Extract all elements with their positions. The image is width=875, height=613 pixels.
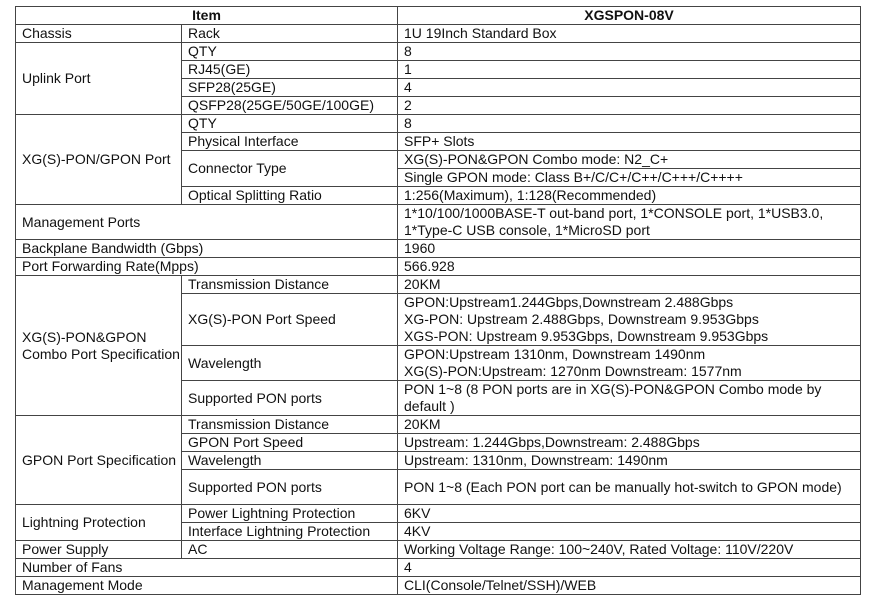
category-cell: Uplink Port (16, 43, 182, 115)
table-row (16, 240, 861, 258)
header-item: Item (16, 7, 398, 25)
category-cell: Power Supply (16, 541, 182, 559)
subitem-cell: Wavelength (182, 452, 398, 470)
table-row (16, 258, 861, 276)
value-cell: Upstream: 1310nm, Downstream: 1490nm (398, 452, 861, 470)
value-cell: 1U 19Inch Standard Box (398, 25, 861, 43)
value-cell: PON 1~8 (Each PON port can be manually hot-switch to GPON mode) (398, 470, 861, 505)
subitem-cell: Connector Type (182, 151, 398, 187)
header-row (16, 7, 861, 25)
category-cell: XG(S)-PON&GPON Combo Port Specification (16, 276, 182, 416)
category-cell: Number of Fans (16, 559, 398, 577)
table-row (16, 25, 861, 43)
value-cell: 8 (398, 43, 861, 61)
value-line: GPON:Upstream 1310nm, Downstream 1490nm (404, 346, 706, 362)
table-row (16, 276, 861, 294)
value-cell: PON 1~8 (8 PON ports are in XG(S)-PON&GPON Combo mode by default ) (398, 381, 861, 416)
table-row (16, 416, 861, 434)
subitem-cell: SFP28(25GE) (182, 79, 398, 97)
table-row (16, 505, 861, 523)
subitem-cell: AC (182, 541, 398, 559)
value-line: XG(S)-PON:Upstream: 1270nm Downstream: 1577nm (404, 363, 742, 379)
value-cell: 8 (398, 115, 861, 133)
subitem-cell: Transmission Distance (182, 416, 398, 434)
value-cell: SFP+ Slots (398, 133, 861, 151)
category-cell: XG(S)-PON/GPON Port (16, 115, 182, 205)
value-line: 1*Type-C USB console, 1*MicroSD port (404, 222, 650, 238)
subitem-cell: Optical Splitting Ratio (182, 187, 398, 205)
value-line: XG-PON: Upstream 2.488Gbps, Downstream 9.953Gbps (404, 311, 759, 327)
value-line: GPON:Upstream1.244Gbps,Downstream 2.488Gbps (404, 294, 734, 310)
value-cell: 20KM (398, 416, 861, 434)
category-cell: Lightning Protection (16, 505, 182, 541)
value-cell: 6KV (398, 505, 861, 523)
value-cell: 1960 (398, 240, 861, 258)
subitem-cell: Rack (182, 25, 398, 43)
value-cell: Working Voltage Range: 100~240V, Rated Voltage: 110V/220V (398, 541, 861, 559)
category-cell: Backplane Bandwidth (Gbps) (16, 240, 398, 258)
category-cell: Port Forwarding Rate(Mpps) (16, 258, 398, 276)
value-cell (398, 294, 861, 346)
table-row (16, 43, 861, 61)
value-cell: 566.928 (398, 258, 861, 276)
value-cell (398, 205, 861, 240)
table-row (16, 115, 861, 133)
subitem-cell: Power Lightning Protection (182, 505, 398, 523)
subitem-cell: Interface Lightning Protection (182, 523, 398, 541)
subitem-cell: QSFP28(25GE/50GE/100GE) (182, 97, 398, 115)
category-cell: GPON Port Specification (16, 416, 182, 505)
value-cell: 4KV (398, 523, 861, 541)
value-cell: 1 (398, 61, 861, 79)
spec-table (15, 6, 861, 595)
subitem-cell: GPON Port Speed (182, 434, 398, 452)
subitem-cell: QTY (182, 43, 398, 61)
table-row (16, 559, 861, 577)
value-cell: Single GPON mode: Class B+/C/C+/C++/C+++/C++++ (398, 169, 861, 187)
subitem-cell: QTY (182, 115, 398, 133)
value-line: XGS-PON: Upstream 9.953Gbps, Downstream 9.953Gbps (404, 328, 769, 344)
table-row (16, 205, 861, 240)
table-row (16, 541, 861, 559)
category-cell: Chassis (16, 25, 182, 43)
value-cell: 20KM (398, 276, 861, 294)
value-cell: 1:256(Maximum), 1:128(Recommended) (398, 187, 861, 205)
subitem-cell: Physical Interface (182, 133, 398, 151)
subitem-cell: Supported PON ports (182, 381, 398, 416)
value-cell: XG(S)-PON&GPON Combo mode: N2_C+ (398, 151, 861, 169)
value-cell: 4 (398, 79, 861, 97)
subitem-cell: RJ45(GE) (182, 61, 398, 79)
subitem-cell: Transmission Distance (182, 276, 398, 294)
value-cell: 4 (398, 559, 861, 577)
value-cell: CLI(Console/Telnet/SSH)/WEB (398, 577, 861, 595)
header-model: XGSPON-08V (398, 7, 861, 25)
subitem-cell: Wavelength (182, 346, 398, 381)
value-cell: Upstream: 1.244Gbps,Downstream: 2.488Gbps (398, 434, 861, 452)
subitem-cell: Supported PON ports (182, 470, 398, 505)
value-line: 1*10/100/1000BASE-T out-band port, 1*CONSOLE port, 1*USB3.0, (404, 205, 824, 221)
table-row (16, 577, 861, 595)
subitem-cell: XG(S)-PON Port Speed (182, 294, 398, 346)
value-cell: 2 (398, 97, 861, 115)
category-cell: Management Ports (16, 205, 398, 240)
category-cell: Management Mode (16, 577, 398, 595)
value-cell (398, 346, 861, 381)
